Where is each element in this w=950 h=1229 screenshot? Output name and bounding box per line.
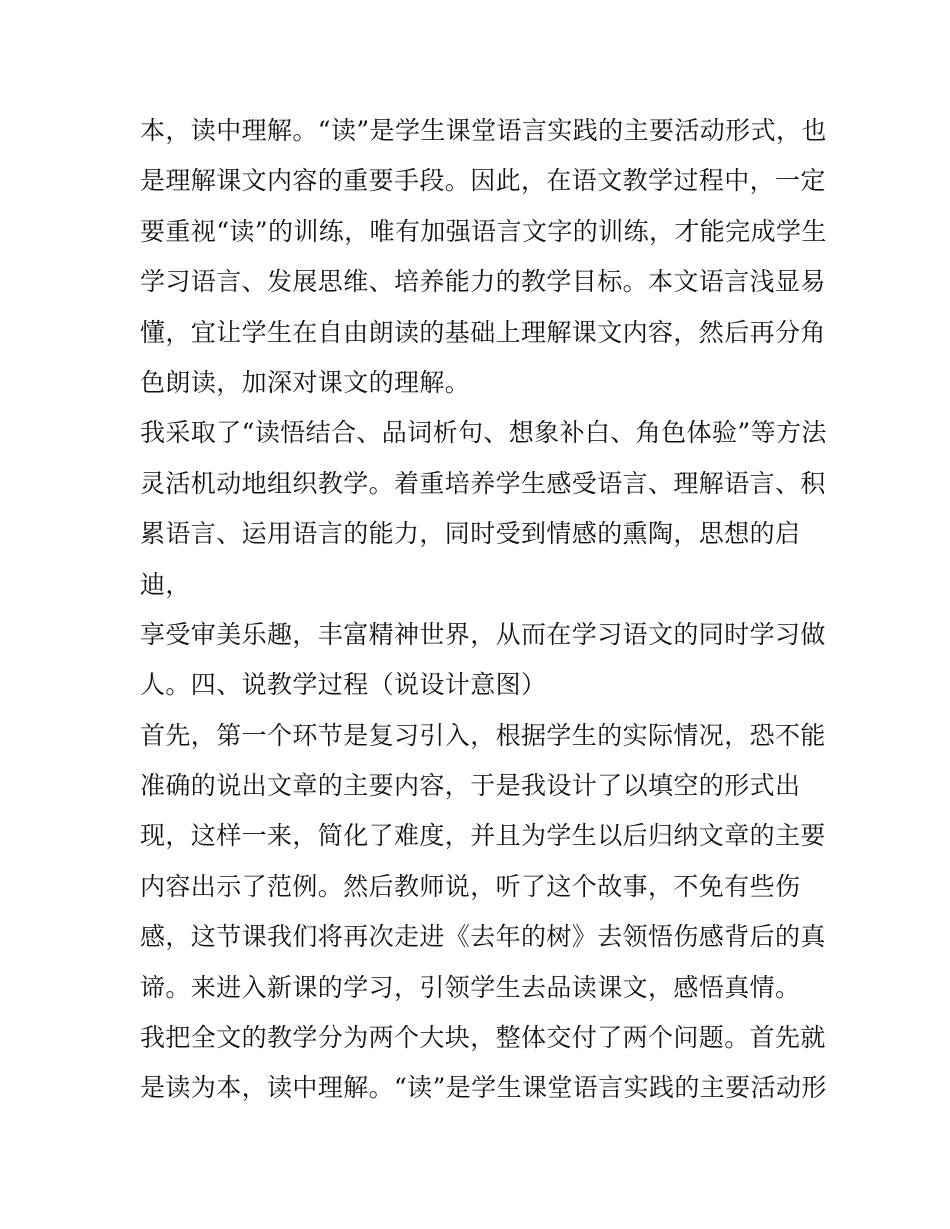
text-line: 谛。来进入新课的学习，引领学生去品读课文，感悟真情。 xyxy=(140,972,801,1002)
text-line: 现，这样一来，简化了难度，并且为学生以后归纳文章的主要 xyxy=(140,821,826,851)
text-line: 我把全文的教学分为两个大块，整体交付了两个问题。首先就 xyxy=(140,1023,826,1053)
text-line: 准确的说出文章的主要内容，于是我设计了以填空的形式出 xyxy=(140,771,801,801)
text-line: 色朗读，加深对课文的理解。 xyxy=(140,367,471,397)
text-line: 感，这节课我们将再次走进《去年的树》去领悟伤感背后的真 xyxy=(140,922,826,952)
text-line: 是理解课文内容的重要手段。因此，在语文教学过程中，一定 xyxy=(140,166,826,196)
text-line: 灵活机动地组织教学。着重培养学生感受语言、理解语言、积 xyxy=(140,468,826,498)
text-line: 内容出示了范例。然后教师说，听了这个故事，不免有些伤 xyxy=(140,871,801,901)
text-line: 是读为本，读中理解。“读”是学生课堂语言实践的主要活动形 xyxy=(140,1073,827,1103)
text-line: 迪， xyxy=(140,569,191,599)
text-line: 要重视“读”的训练，唯有加强语言文字的训练，才能完成学生 xyxy=(140,216,827,246)
text-line: 学习语言、发展思维、培养能力的教学目标。本文语言浅显易 xyxy=(140,267,826,297)
text-line: 本，读中理解。“读”是学生课堂语言实践的主要活动形式，也 xyxy=(140,116,827,145)
text-line: 享受审美乐趣，丰富精神世界，从而在学习语文的同时学习做 xyxy=(140,619,826,649)
text-line: 累语言、运用语言的能力，同时受到情感的熏陶，思想的启 xyxy=(140,519,801,549)
body-text xyxy=(140,106,830,1114)
section-heading-line: 人。四、说教学过程（说设计意图） xyxy=(140,670,547,700)
text-line: 我采取了“读悟结合、品词析句、想象补白、角色体验”等方法 xyxy=(140,418,827,448)
text-line: 懂，宜让学生在自由朗读的基础上理解课文内容，然后再分角 xyxy=(140,317,826,347)
text-line: 首先，第一个环节是复习引入，根据学生的实际情况，恐不能 xyxy=(140,720,826,750)
